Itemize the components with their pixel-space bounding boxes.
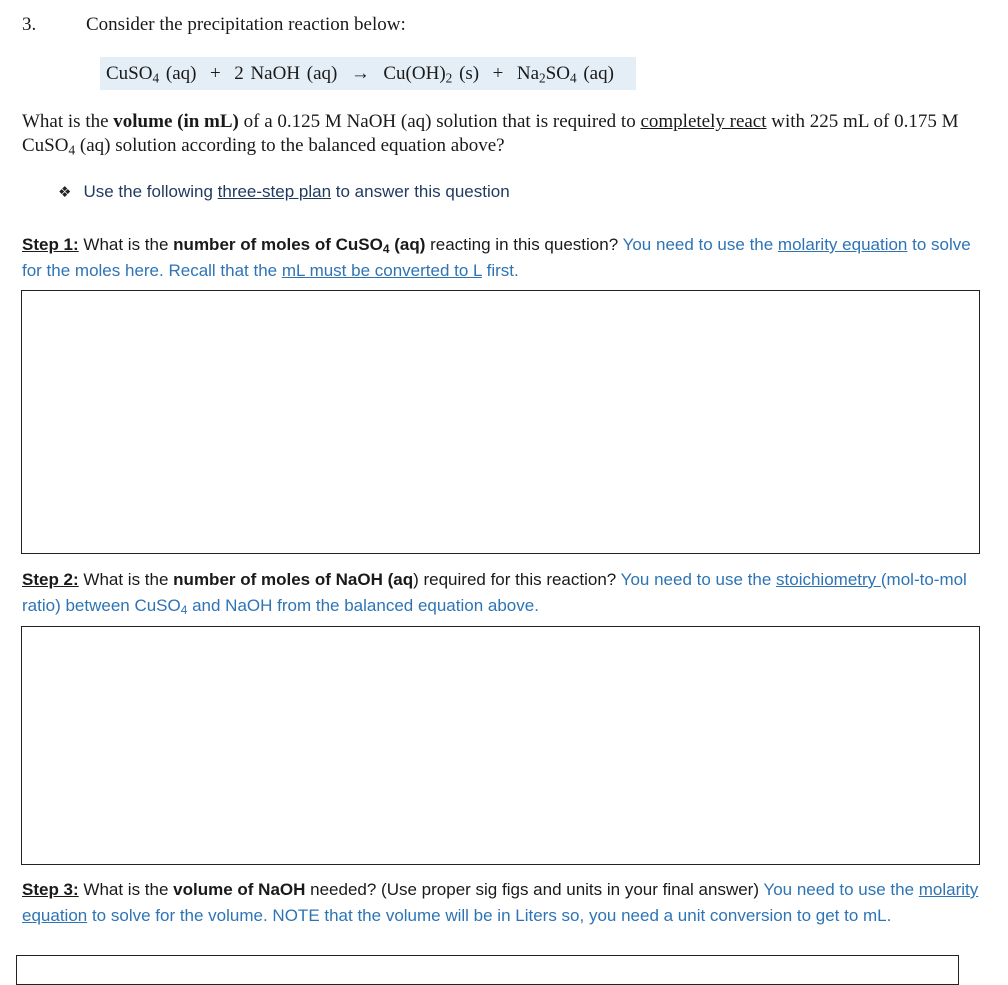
step-2-answer-box[interactable] [21,626,980,865]
step-1-prompt: Step 1: What is the number of moles of CuSO$_4$ (aq) reacting in this question? You need to use the molarity equation to solve for the moles here. Recall that the mL must be converted to L first. [22,235,971,280]
step-label: Step 1: [22,235,79,254]
reaction-arrow: → [350,63,370,84]
step-1-answer-box[interactable] [21,290,980,554]
plus-sign: + [209,63,221,84]
step-label: Step 3: [22,880,79,899]
step-hint: You need to use the stoichiometry (mol-to-mol ratio) between CuSO$_4$ and NaOH from the balanced equation above. [22,570,967,617]
step-3-answer-box[interactable] [16,955,959,985]
reactant-2: 2 NaOH (aq) [234,63,338,84]
diamond-bullet-icon: ❖ [58,184,72,201]
reaction-equation [100,57,636,90]
question-text: What is the volume (in mL) of a 0.125 M NaOH (aq) solution that is required to completely react with 225 mL of 0.175 M CuSO$_4$ (aq) solution according to the balanced equation above? [22,111,959,158]
plan-link: three-step plan [217,182,332,201]
plan-instruction: ❖ Use the following three-step plan to answer this question [58,182,510,201]
step-hint: You need to use the molarity equation to solve for the moles here. Recall that the mL must be converted to L first. [22,235,971,280]
plus-sign: + [492,63,504,84]
question-number: 3. [22,14,37,35]
step-3-prompt: Step 3: What is the volume of NaOH needed? (Use proper sig figs and units in your final answer) You need to use the molarity equation to solve for the volume. NOTE that the volume will be in Liters so, you need a unit conversion to get to mL. [22,880,979,925]
question-prompt: Consider the precipitation reaction below: [86,14,406,35]
step-label: Step 2: [22,570,79,589]
step-2-prompt: Step 2: What is the number of moles of NaOH (aq) required for this reaction? You need to use the stoichiometry (mol-to-mol ratio) between CuSO$_4$ and NaOH from the balanced equation above. [22,570,967,617]
step-hint: You need to use the molarity equation to solve for the volume. NOTE that the volume will be in Liters so, you need a unit conversion to get to mL. [22,880,979,925]
product-1: $Cu(OH)_2$ (s) [383,63,480,86]
product-2: $Na_2SO_4$ (aq) [516,63,614,86]
reactant-1: CuSO$_4$ (aq) [106,63,197,86]
